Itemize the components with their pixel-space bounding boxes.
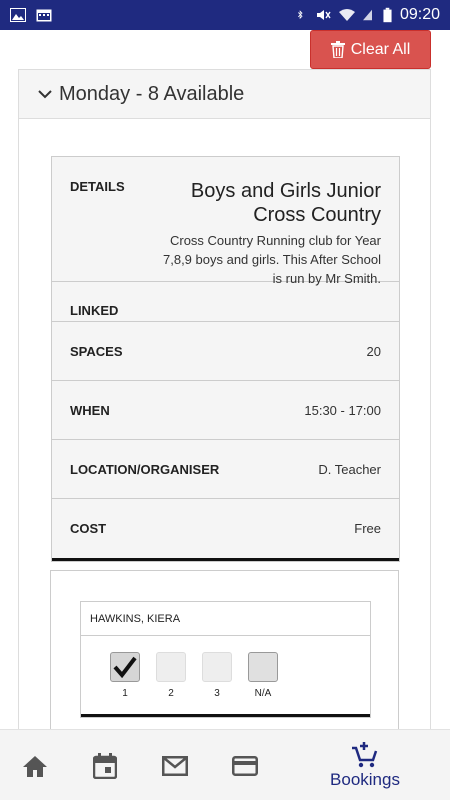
activity-description: Cross Country Running club for Year 7,8,9 boys and girls. This After School is run by Mr Smith. bbox=[163, 233, 381, 286]
when-row bbox=[52, 381, 399, 440]
clear-all-label: Clear All bbox=[350, 40, 411, 58]
chevron-down-icon bbox=[37, 86, 53, 102]
location-row bbox=[52, 440, 399, 499]
booking-card bbox=[50, 570, 399, 750]
tab-bookings[interactable] bbox=[320, 730, 410, 801]
option-3 bbox=[201, 652, 233, 714]
accordion-header[interactable] bbox=[19, 70, 430, 119]
option-1-label: 1 bbox=[122, 688, 128, 699]
cart-add-icon bbox=[351, 742, 379, 768]
session-options bbox=[81, 636, 370, 714]
status-time: 09:20 bbox=[399, 6, 440, 23]
image-icon bbox=[10, 8, 26, 22]
when-value: 15:30 - 17:00 bbox=[304, 402, 381, 418]
spaces-value: 20 bbox=[366, 343, 381, 359]
student-bottom-bar bbox=[81, 714, 370, 717]
tab-calendar[interactable] bbox=[80, 730, 130, 801]
tab-messages[interactable] bbox=[150, 730, 200, 801]
option-2-checkbox[interactable] bbox=[156, 652, 186, 682]
card-bottom-bar bbox=[52, 558, 399, 561]
linked-label: LINKED bbox=[70, 303, 119, 318]
option-3-checkbox[interactable] bbox=[202, 652, 232, 682]
mail-icon bbox=[162, 756, 188, 776]
calendar-icon bbox=[36, 8, 52, 22]
cost-row bbox=[52, 499, 399, 558]
calendar-icon bbox=[93, 753, 117, 779]
tab-home[interactable] bbox=[10, 730, 60, 801]
when-label: WHEN bbox=[70, 402, 110, 418]
tab-bookings-label: Bookings bbox=[330, 769, 400, 789]
student-name: HAWKINS, KIERA bbox=[81, 602, 370, 636]
bottom-tab-bar bbox=[0, 729, 450, 800]
spaces-row bbox=[52, 322, 399, 381]
spaces-label: SPACES bbox=[70, 343, 123, 359]
bluetooth-icon bbox=[297, 8, 307, 22]
location-value: D. Teacher bbox=[318, 461, 381, 477]
location-label: LOCATION/ORGANISER bbox=[70, 461, 220, 477]
option-1 bbox=[109, 652, 141, 714]
credit-card-icon bbox=[232, 756, 258, 776]
accordion-title: Monday - 8 Available bbox=[59, 82, 245, 105]
tab-payments[interactable] bbox=[220, 730, 270, 801]
student-booking bbox=[80, 601, 371, 718]
signal-icon bbox=[363, 8, 375, 22]
battery-icon bbox=[383, 7, 392, 23]
details-row bbox=[52, 157, 399, 286]
cost-label: COST bbox=[70, 521, 107, 536]
home-icon bbox=[22, 754, 48, 778]
details-label: DETAILS bbox=[70, 179, 125, 194]
activity-card bbox=[51, 156, 400, 562]
option-na-label: N/A bbox=[254, 688, 272, 699]
option-na-checkbox[interactable] bbox=[248, 652, 278, 682]
status-bar bbox=[0, 0, 450, 30]
option-na bbox=[247, 652, 279, 714]
option-2-label: 2 bbox=[168, 688, 174, 699]
cost-value: Free bbox=[354, 521, 381, 536]
option-3-label: 3 bbox=[214, 688, 220, 699]
mute-icon bbox=[315, 8, 331, 22]
checkmark-icon bbox=[113, 656, 137, 678]
linked-row bbox=[52, 282, 399, 322]
trash-icon bbox=[331, 41, 345, 58]
option-1-checkbox[interactable] bbox=[110, 652, 140, 682]
clear-all-button[interactable] bbox=[310, 30, 431, 69]
wifi-icon bbox=[339, 8, 355, 22]
option-2 bbox=[155, 652, 187, 714]
activity-title: Boys and Girls Junior Cross Country bbox=[190, 180, 381, 226]
